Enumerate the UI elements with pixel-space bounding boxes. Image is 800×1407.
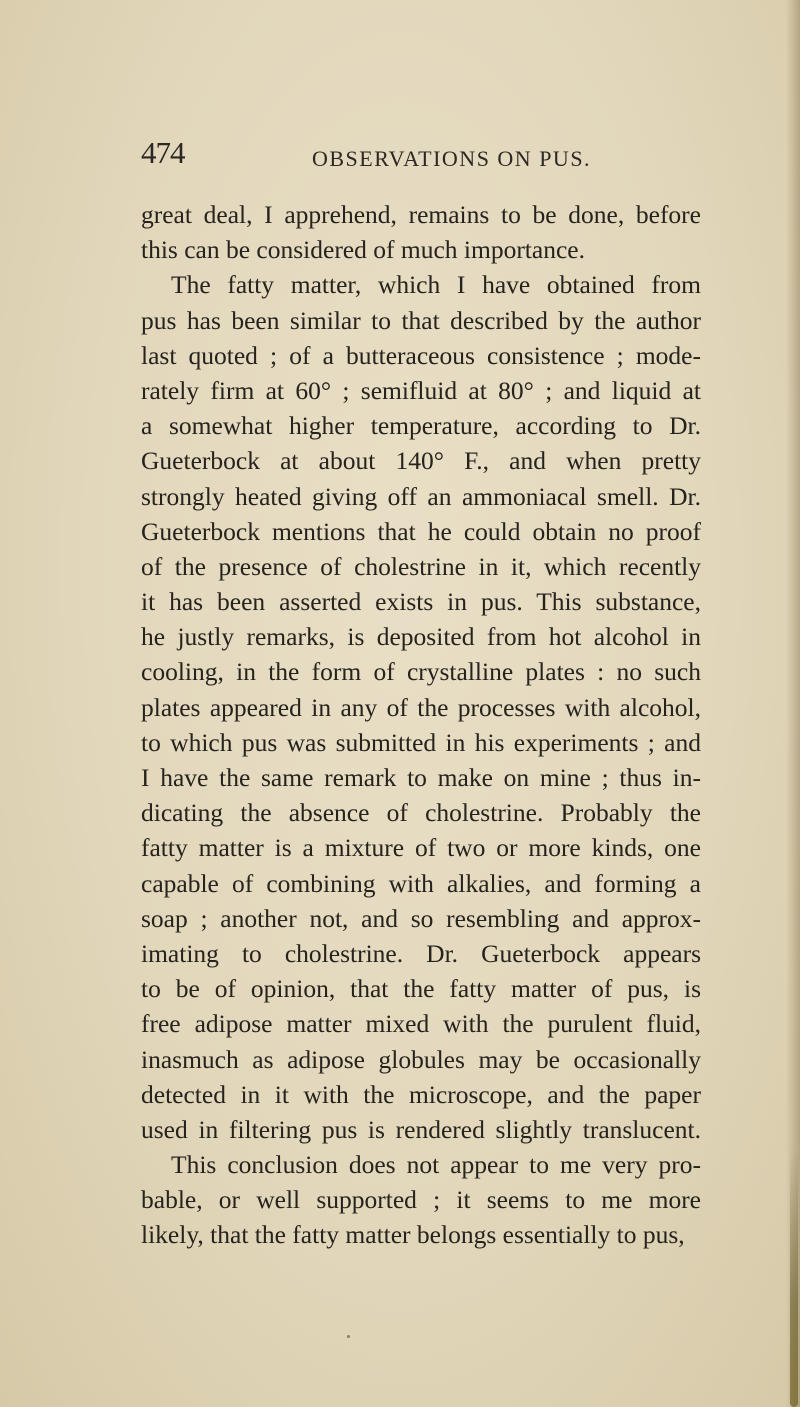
text-line: dicating the absence of cholestrine. Probably the xyxy=(141,798,701,828)
text-line: rately firm at 60° ; semifluid at 80° ; and liquid at xyxy=(141,375,701,405)
text-line: plates appeared in any of the processes with alcohol, xyxy=(141,692,701,722)
text-line: a somewhat higher temperature, according to Dr. xyxy=(141,411,701,441)
text-line: last quoted ; of a butteraceous consistence ; mode- xyxy=(141,340,701,370)
text-line: capable of combining with alkalies, and forming a xyxy=(141,868,701,898)
text-line: cooling, in the form of crystalline plates : no such xyxy=(141,657,701,687)
text-line: likely, that the fatty matter belongs essentially to pus, xyxy=(141,1220,685,1250)
text-line: inasmuch as adipose globules may be occasionally xyxy=(141,1044,701,1074)
text-line: he justly remarks, is deposited from hot alcohol in xyxy=(141,622,701,652)
text-line: soap ; another not, and so resembling and approx- xyxy=(141,903,701,933)
text-line: This conclusion does not appear to me very pro- xyxy=(171,1150,701,1180)
page-edge-stain xyxy=(790,1150,798,1407)
text-line: pus has been similar to that described by the author xyxy=(141,305,701,335)
text-line: Gueterbock mentions that he could obtain no proof xyxy=(141,516,701,546)
text-line: to be of opinion, that the fatty matter of pus, is xyxy=(141,974,701,1004)
text-line: strongly heated giving off an ammoniacal smell. Dr. xyxy=(141,481,701,511)
text-line: fatty matter is a mixture of two or more kinds, one xyxy=(141,833,701,863)
text-line: imating to cholestrine. Dr. Gueterbock appears xyxy=(141,938,701,968)
running-head: OBSERVATIONS ON PUS. xyxy=(312,146,592,171)
paper-speck xyxy=(347,1335,350,1338)
text-line: I have the same remark to make on mine ; thus in- xyxy=(141,763,701,792)
text-line: of the presence of cholestrine in it, which recently xyxy=(141,551,701,581)
text-line: The fatty matter, which I have obtained from xyxy=(171,270,701,300)
text-line: bable, or well supported ; it seems to me more xyxy=(141,1185,701,1215)
text-line: used in filtering pus is rendered slightly translucent. xyxy=(141,1114,701,1144)
text-line: great deal, I apprehend, remains to be done, before xyxy=(141,200,701,229)
text-line: it has been asserted exists in pus. This substance, xyxy=(141,587,701,617)
text-line: this can be considered of much importance. xyxy=(141,235,585,265)
body-text xyxy=(141,197,701,1253)
text-line: detected in it with the microscope, and the paper xyxy=(141,1079,701,1109)
page-number: 474 xyxy=(141,135,185,170)
text-line: free adipose matter mixed with the purulent fluid, xyxy=(141,1009,701,1039)
text-line: Gueterbock at about 140° F., and when pretty xyxy=(141,446,701,476)
text-line: to which pus was submitted in his experiments ; and xyxy=(141,727,701,757)
